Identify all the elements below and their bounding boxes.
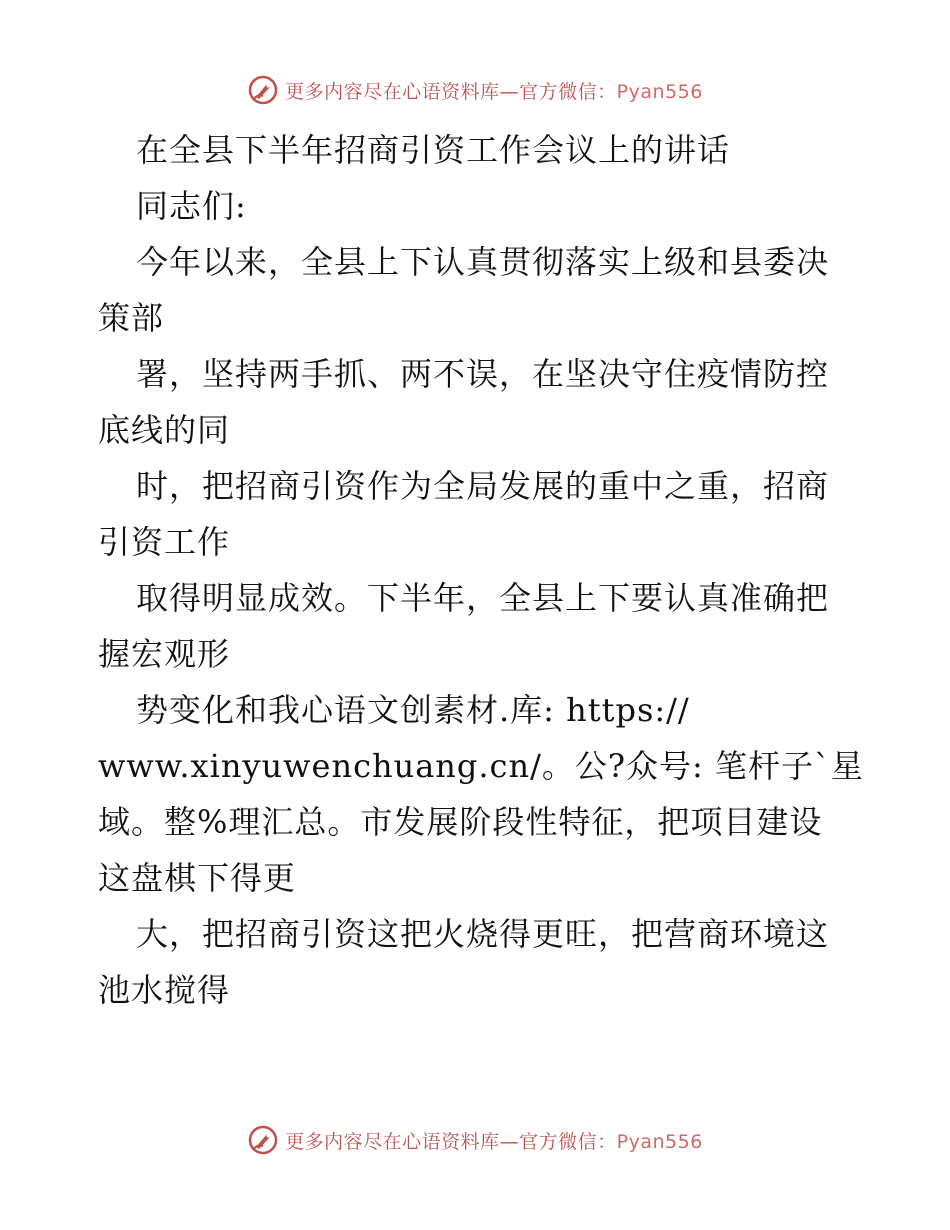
text-line: 握宏观形 [98,635,231,673]
text-line: 池水搅得 [98,971,231,1009]
watermark-text: 更多内容尽在心语资料库—官方微信：Pyan556 [285,1130,703,1153]
text-line: 今年以来，全县上下认真贯彻落实上级和县委决 [136,243,830,281]
document-title: 在全县下半年招商引资工作会议上的讲话 [136,131,731,169]
text-line: 署，坚持两手抓、两不误，在坚决守住疫情防控 [136,355,830,393]
text-line: 时，把招商引资作为全局发展的重中之重，招商 [136,467,830,505]
text-line: 域。整%理汇总。市发展阶段性特征，把项目建设 [98,803,823,841]
text-line: 这盘棋下得更 [98,859,297,897]
text-line: 势变化和我心语文创素材.库: https:// [136,691,690,729]
text-line: 大，把招商引资这把火烧得更旺，把营商环境这 [136,915,830,953]
text-line: www.xinyuwenchuang.cn/。公?众号: 笔杆子`星 [98,747,864,785]
header-watermark [0,74,950,106]
document-body [98,122,864,1018]
footer-watermark [0,1124,950,1156]
pen-nib-logo-icon [247,1124,279,1156]
text-line: 引资工作 [98,523,231,561]
text-line: 取得明显成效。下半年，全县上下要认真准确把 [136,579,830,617]
text-line: 策部 [98,299,165,337]
pen-nib-logo-icon [247,74,279,106]
text-line: 底线的同 [98,411,231,449]
text-line: 同志们: [136,187,247,225]
watermark-text: 更多内容尽在心语资料库—官方微信：Pyan556 [285,80,703,103]
